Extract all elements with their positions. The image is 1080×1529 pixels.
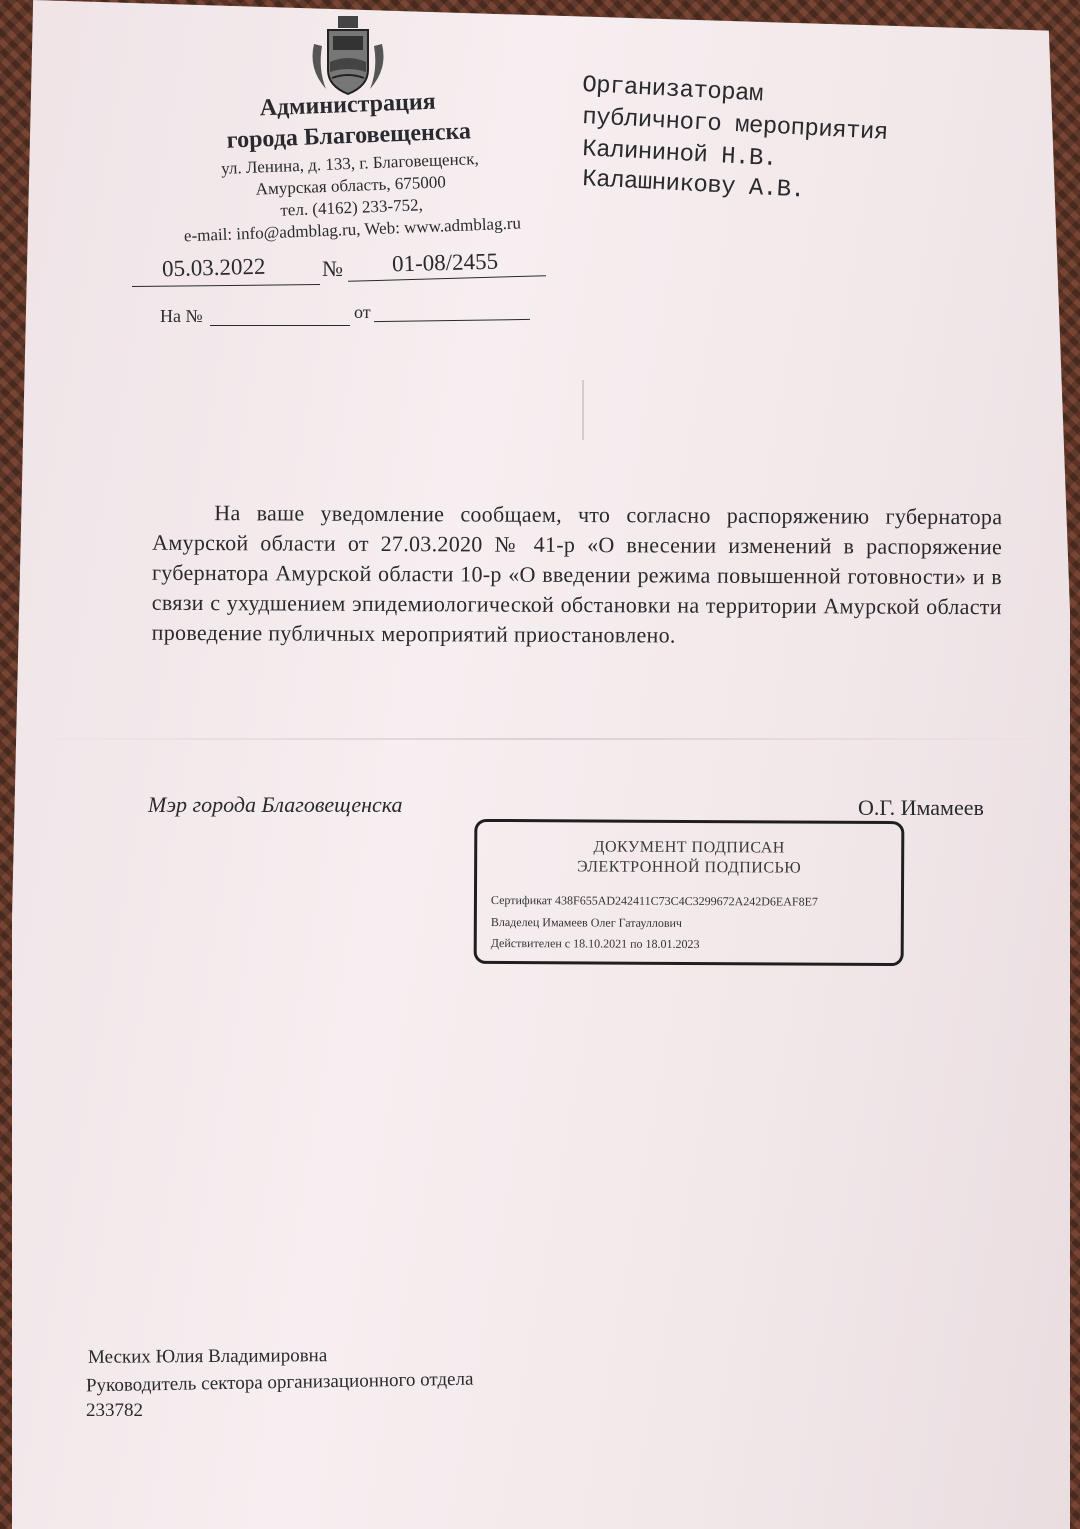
- org-address-line2: Амурская область, 675000: [255, 172, 447, 199]
- paper-crease: [582, 380, 584, 440]
- executor-phone: 233782: [86, 1400, 143, 1421]
- reply-from-label: от: [354, 302, 371, 322]
- org-address-line1: ул. Ленина, д. 133, г. Благовещенск,: [220, 149, 479, 178]
- recipient-line4: Калашникову А.В.: [581, 166, 806, 205]
- stamp-title-line1: ДОКУМЕНТ ПОДПИСАН: [593, 838, 785, 857]
- letterhead: [137, 84, 562, 248]
- executor-position: Руководитель сектора организационного отдела: [85, 1368, 474, 1397]
- org-phone: тел. (4162) 233-752,: [280, 195, 424, 220]
- reply-number-line: [210, 325, 350, 326]
- recipient-line3: Калининой Н.В.: [581, 136, 778, 174]
- executor-name: Меских Юлия Владимировна: [87, 1345, 328, 1368]
- body-paragraph: На ваше уведомление сообщаем, что согласно распоряжению губернатора Амурской области от 27.03.2020 № 41-р «О внесении изменений в распоряжение губернатора Амурской области 10-р «О введении режима повышенной готовности» и в связи с ухудшением эпидемиологической обстановки на территории Амурской области проведение публичных мероприятий приостановлено.: [151, 500, 1003, 648]
- recipient-line2: публичного мероприятия: [581, 104, 889, 147]
- org-name-line1: Администрация: [259, 88, 437, 122]
- org-contacts: e-mail: info@admblag.ru, Web: www.admblag.ru: [183, 213, 522, 246]
- org-name-line2: города Благовещенска: [226, 118, 472, 154]
- reply-to-label: На №: [160, 306, 203, 326]
- outgoing-number: 01-08/2455: [391, 248, 499, 277]
- signatory-position: Мэр города Благовещенска: [148, 792, 403, 817]
- stamp-certificate: Сертификат 438F655AD242411C73C4C3299672A242D6EAF8E7: [490, 892, 818, 909]
- recipient-line1: Организаторам: [581, 72, 764, 109]
- coat-of-arms-icon: [308, 14, 388, 100]
- outgoing-date: 05.03.2022: [161, 253, 266, 282]
- paper-fold: [20, 738, 1060, 740]
- e-signature-stamp: [474, 819, 905, 966]
- letter-body: [152, 498, 1003, 652]
- signatory-name: О.Г. Имамеев: [858, 795, 984, 820]
- stamp-validity: Действителен с 18.10.2021 по 18.01.2023: [490, 935, 700, 952]
- stamp-owner: Владелец Имамеев Олег Гатауллович: [490, 914, 683, 930]
- stamp-title-line2: ЭЛЕКТРОННОЙ ПОДПИСЬЮ: [577, 858, 802, 877]
- number-label: №: [322, 256, 343, 281]
